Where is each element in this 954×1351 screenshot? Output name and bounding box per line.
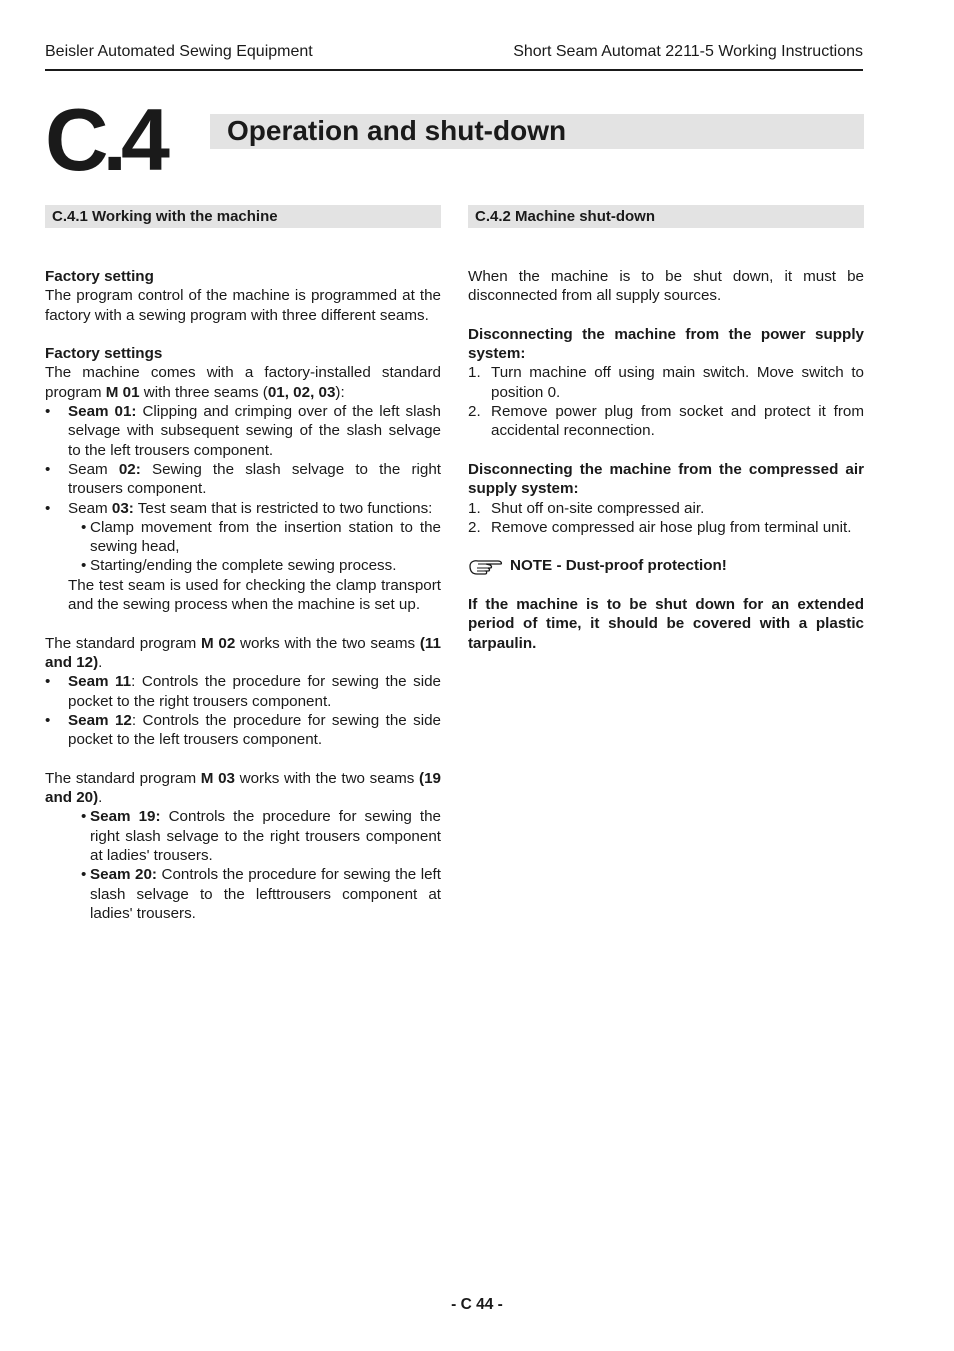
air-step-1: 1. Shut off on-site compressed air. xyxy=(468,499,705,517)
sub-item-seam-19: • Seam 19: Controls the procedure for sewing the right slash selvage to the right trousers component at ladies' trousers. xyxy=(81,808,441,864)
sub-item-clamp-movement: • Clamp movement from the insertion station to the sewing head, xyxy=(81,518,441,556)
factory-setting-title: Factory setting xyxy=(45,268,154,285)
air-step-2: 2. Remove compressed air hose plug from terminal unit. xyxy=(468,518,852,536)
power-step-1: 1. Turn machine off using main switch. Move switch to position 0. xyxy=(468,364,864,401)
list-item-seam-03: • Seam 03: Test seam that is restricted to two functions: xyxy=(45,499,433,517)
note-heading xyxy=(468,556,864,575)
pointing-hand-icon xyxy=(468,557,506,576)
air-disconnect-title: Disconnecting the machine from the compressed air supply system: xyxy=(468,460,864,498)
chapter-number: C.4 xyxy=(45,90,164,189)
section-heading-working: C.4.1 Working with the machine xyxy=(45,205,441,228)
right-column xyxy=(468,205,864,653)
factory-settings-title: Factory settings xyxy=(45,345,163,363)
program-m03-intro: The standard program M 03 works with the two seams (19 and 20). xyxy=(45,769,441,807)
chapter-title: Operation and shut-down xyxy=(227,115,567,146)
sub-item-starting-ending: • Starting/ending the complete sewing process. xyxy=(81,557,397,575)
power-disconnect-title: Disconnecting the machine from the power supply system: xyxy=(468,325,864,363)
list-item-seam-01: • Seam 01: Clipping and crimping over of the left slash selvage with subsequent sewing of the slash selvage to the left trousers component. xyxy=(45,403,441,459)
power-step-2: 2. Remove power plug from socket and protect it from accidental reconnection. xyxy=(468,403,864,440)
header-document-title: Short Seam Automat 2211-5 Working Instructions xyxy=(513,43,863,60)
list-item-seam-11: • Seam 11: Controls the procedure for sewing the side pocket to the right trousers component. xyxy=(45,673,441,710)
list-item-seam-02: • Seam 02: Sewing the slash selvage to the right trousers component. xyxy=(45,460,441,498)
test-seam-note: The test seam is used for checking the clamp transport and the sewing process when the machine is set up. xyxy=(68,576,441,614)
note-text: If the machine is to be shut down for an extended period of time, it should be covered with a plastic tarpaulin. xyxy=(468,596,864,652)
program-m02-intro: The standard program M 02 works with the two seams (11 and 12). xyxy=(45,634,441,671)
page-header xyxy=(45,43,863,71)
sub-item-seam-20: • Seam 20: Controls the procedure for sewing the left slash selvage to the lefttrousers component at ladies' trousers. xyxy=(81,866,441,922)
shutdown-intro: When the machine is to be shut down, it must be disconnected from all supply sources. xyxy=(468,268,864,305)
factory-setting-text: The program control of the machine is programmed at the factory with a sewing program with three different seams. xyxy=(45,287,441,324)
header-company: Beisler Automated Sewing Equipment xyxy=(45,43,313,60)
page-number: - C 44 - xyxy=(451,1296,503,1313)
section-heading-shutdown: C.4.2 Machine shut-down xyxy=(468,205,864,228)
note-title: - Dust-proof protection! xyxy=(556,557,727,575)
list-item-seam-12: • Seam 12: Controls the procedure for sewing the side pocket to the left trousers component. xyxy=(45,711,441,749)
program-m01-intro: The machine comes with a factory-installed standard program M 01 with three seams (01, 02, 03): xyxy=(45,364,441,401)
note-label: NOTE xyxy=(510,557,553,575)
left-column xyxy=(45,205,441,923)
